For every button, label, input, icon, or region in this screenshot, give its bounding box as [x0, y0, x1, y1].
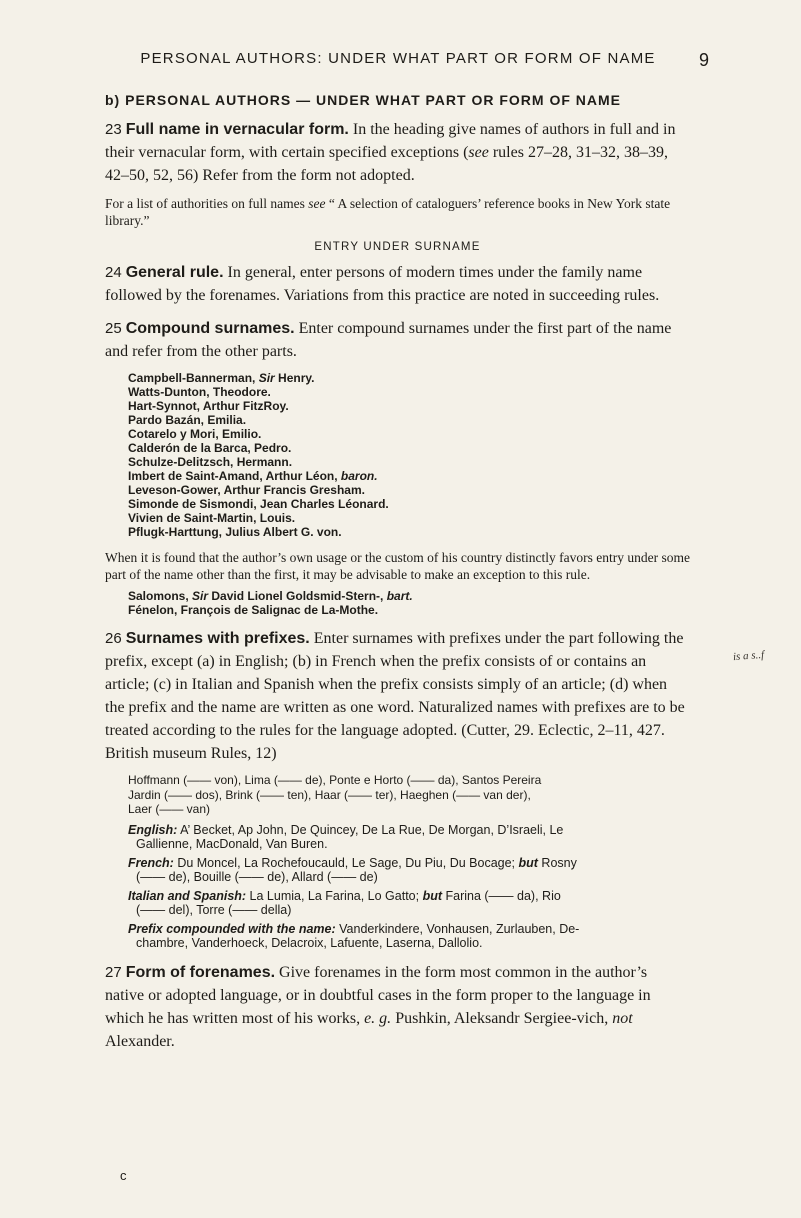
example-entry: Pardo Bazán, Emilia.: [128, 413, 247, 427]
example-entry: Watts-Dunton, Theodore.: [128, 385, 271, 399]
running-head: PERSONAL AUTHORS: UNDER WHAT PART OR FORM OF NAME: [140, 50, 656, 67]
rule-23: [105, 118, 690, 187]
prefix-example-line: Laer (—— van): [128, 802, 211, 816]
language-label: French:: [128, 855, 174, 870]
prefix-example-line: Hoffmann (—— von), Lima (—— de), Ponte e Horto (—— da), Santos Pereira: [128, 773, 542, 787]
rule-text: Enter surnames with prefixes under the part following the prefix, except (a) in English; (b) in French when the prefix consists of or contains an article; (c) in Italian and Spanish when the prefix consists simply of an article; (d) when the prefix and the name are written as one word. Naturalized names with prefixes are to be treated according to the rules for the language adopted. (Cutter, 29. Eclectic, 2–11, 427. British museum Rules, 12): [105, 630, 685, 762]
example-entry: Leveson-Gower, Arthur Francis Gresham.: [128, 483, 365, 497]
handwritten-margin-note: is a s..f: [732, 648, 765, 664]
rule-number: 24: [105, 264, 122, 281]
example-entry: Schulze-Delitzsch, Hermann.: [128, 455, 293, 469]
compound-surname-examples: [128, 371, 690, 539]
rule-27: [105, 961, 690, 1053]
rule-title: Compound surnames.: [125, 320, 295, 337]
language-examples: Rosny: [537, 855, 577, 870]
page-number: 9: [699, 50, 710, 70]
language-examples-cont: (—— del), Torre (—— della): [136, 903, 292, 917]
example-entry: Simonde de Sismondi, Jean Charles Léonard.: [128, 497, 389, 511]
but-italic: but: [422, 888, 443, 903]
exception-examples: [128, 589, 690, 617]
example-entry: Hart-Synnot, Arthur FitzRoy.: [128, 399, 289, 413]
rule-text: Give forenames in the form most common in the author’s native or adopted language, or in doubtful cases in the form proper to the language in which he has written most of his works,: [105, 963, 651, 1027]
signature-mark: c: [120, 1168, 127, 1183]
language-examples-cont: Gallienne, MacDonald, Van Buren.: [136, 837, 328, 851]
prefix-compounded-examples: [128, 922, 690, 951]
rule-26: [105, 627, 690, 765]
rule-number: 25: [105, 320, 122, 337]
eg-italic: e. g.: [364, 1009, 392, 1027]
language-label: Prefix compounded with the name:: [128, 921, 336, 936]
rule-title: Full name in vernacular form.: [125, 121, 349, 138]
rule-number: 23: [105, 121, 122, 138]
rule-24: [105, 261, 690, 307]
language-examples: La Lumia, La Farina, Lo Gatto;: [246, 888, 423, 903]
example-entry: Fénelon, François de Salignac de La-Mothe.: [128, 603, 379, 617]
rule-text-cont: Pushkin, Aleksandr Sergiee-vich,: [391, 1009, 613, 1027]
language-label: English:: [128, 822, 178, 837]
see-italic: see: [468, 144, 489, 161]
note-text-cont: “ A selection of cataloguers’ reference books in New York state library.”: [105, 196, 671, 228]
example-entry: Pflugk-Harttung, Julius Albert G. von.: [128, 525, 342, 539]
rule-text: Enter compound surnames under the first part of the name and refer from the other parts.: [105, 320, 672, 360]
language-examples: A’ Becket, Ap John, De Quincey, De La Rue, De Morgan, D’Israeli, Le: [177, 822, 564, 837]
rule-number: 26: [105, 630, 122, 647]
but-italic: but: [518, 855, 538, 870]
italian-spanish-examples: [128, 889, 690, 918]
language-label: Italian and Spanish:: [128, 888, 247, 903]
rule-text-end: Alexander.: [105, 1032, 175, 1050]
example-entry: Imbert de Saint-Amand, Arthur Léon, baron.: [128, 469, 378, 483]
rule-title: Form of forenames.: [125, 963, 276, 981]
english-examples: [128, 823, 690, 852]
not-italic: not: [612, 1009, 633, 1027]
language-examples: Farina (—— da), Rio: [442, 888, 561, 903]
example-entry: Calderón de la Barca, Pedro.: [128, 441, 292, 455]
language-examples-cont: (—— de), Bouille (—— de), Allard (—— de): [136, 870, 378, 884]
section-heading: b) PERSONAL AUTHORS — UNDER WHAT PART OR FORM OF NAME: [105, 92, 622, 108]
language-examples-cont: chambre, Vanderhoeck, Delacroix, Lafuente, Laserna, Dallolio.: [136, 936, 483, 950]
subheading-entry-under-surname: ENTRY UNDER SURNAME: [314, 241, 481, 253]
example-entry: Vivien de Saint-Martin, Louis.: [128, 511, 296, 525]
rule-title: General rule.: [125, 264, 224, 281]
prefix-example-line: Jardin (—— dos), Brink (—— ten), Haar (—— ter), Haeghen (—— van der),: [128, 787, 531, 802]
rule-text-cont: rules 27–28, 31–32, 38–39, 42–50, 52, 56) Refer from the form not adopted.: [105, 144, 668, 184]
prefix-examples: [128, 773, 690, 817]
example-entry: Campbell-Bannerman, Sir Henry.: [128, 371, 315, 385]
rule-text: In the heading give names of authors in full and in their vernacular form, with certain specified exceptions (: [105, 121, 676, 161]
rule-text: In general, enter persons of modern times under the family name followed by the forenames. Variations from this practice are noted in succeeding rules.: [105, 264, 660, 304]
rule-25-exception-note: When it is found that the author’s own usage or the custom of his country distinctly favors entry under some part of the name other than the first, it may be advisable to make an exception to this rule.: [105, 550, 691, 582]
french-examples: [128, 856, 690, 885]
rule-number: 27: [105, 963, 122, 981]
page-body: [105, 92, 690, 1058]
rule-title: Surnames with prefixes.: [125, 630, 310, 647]
note-text: For a list of authorities on full names: [105, 196, 309, 211]
example-entry: Salomons, Sir David Lionel Goldsmid-Stern-, bart.: [128, 589, 413, 603]
see-italic: see: [308, 196, 326, 211]
language-examples: Vanderkindere, Vonhausen, Zurlauben, De-: [335, 921, 580, 936]
rule-25: [105, 317, 690, 363]
example-entry: Cotarelo y Mori, Emilio.: [128, 427, 262, 441]
rule-23-note: [105, 195, 690, 229]
language-examples: Du Moncel, La Rochefoucauld, Le Sage, Du Piu, Du Bocage;: [173, 855, 519, 870]
